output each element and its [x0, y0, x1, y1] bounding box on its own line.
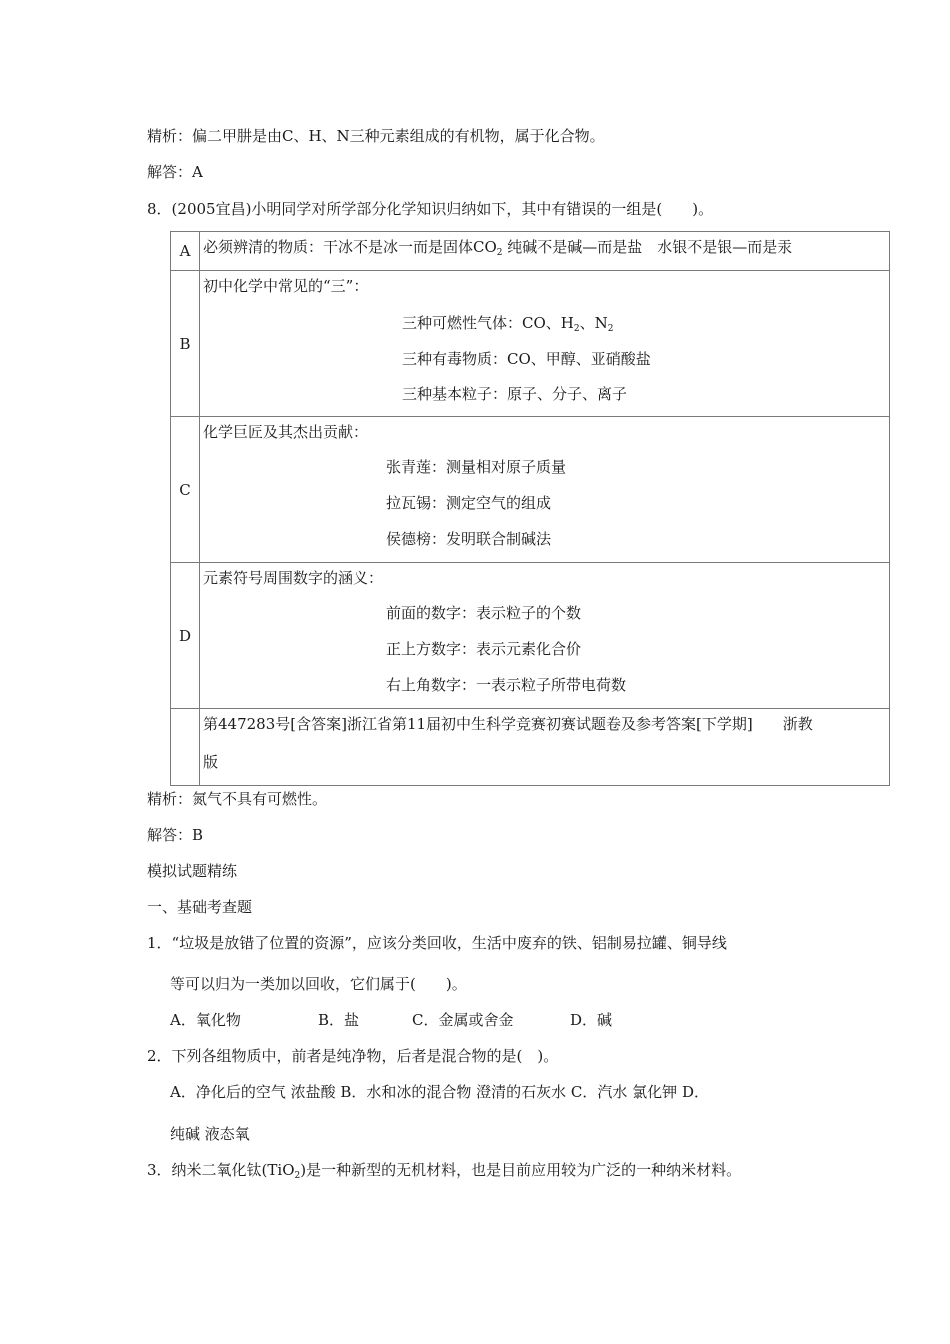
summary-table	[170, 231, 890, 786]
row-d-line-1: 前面的数字：表示粒子的个数	[386, 604, 582, 622]
section-title: 模拟试题精练	[147, 862, 238, 880]
question-1-option-c: C．金属或舍金	[412, 1011, 514, 1029]
table-row-a	[171, 232, 889, 270]
row-d-line-2: 正上方数字：表示元素化合价	[386, 640, 582, 658]
row-c-line-3: 侯德榜：发明联合制碱法	[386, 530, 552, 548]
question-1-stem-line-1: 1．“垃圾是放错了位置的资源”，应该分类回收，生活中废弃的铁、铝制易拉罐、铜导线	[147, 934, 727, 952]
question-1-option-b: B．盐	[318, 1011, 360, 1029]
row-letter: C	[171, 417, 200, 562]
answer-q8: 解答：B	[147, 826, 204, 844]
row-e-line-2: 版	[203, 753, 219, 771]
row-b-line-1: 三种可燃性气体：CO、$H_2$、$N_2$	[402, 314, 614, 334]
analysis-q8: 精析：氮气不具有可燃性。	[147, 790, 328, 808]
row-a-text: 必须辨清的物质：干冰不是冰一而是固体$CO_2$ 纯碱不是碱—而是盐 水银不是银—而是汞	[203, 238, 793, 258]
row-b-line-2: 三种有毒物质：CO、甲醇、亚硝酸盐	[402, 350, 651, 368]
row-d-line-3: 右上角数字：一表示粒子所带电荷数	[386, 676, 627, 694]
row-c-line-1: 张青莲：测量相对原子质量	[386, 458, 567, 476]
row-c-line-2: 拉瓦锡：测定空气的组成	[386, 494, 552, 512]
question-3-stem: 3．纳米二氧化钛(TiO$_2$)是一种新型的无机材料，也是目前应用较为广泛的一种纳米材料。	[147, 1161, 742, 1181]
row-b-header: 初中化学中常见的“三”：	[203, 277, 369, 295]
question-8-stem: 8．(2005宜昌)小明同学对所学部分化学知识归纳如下，其中有错误的一组是( )。	[147, 200, 714, 218]
row-b-line-3: 三种基本粒子：原子、分子、离子	[402, 385, 628, 403]
row-c-header: 化学巨匠及其杰出贡献：	[203, 423, 369, 441]
question-2-stem: 2．下列各组物质中，前者是纯净物，后者是混合物的是( )。	[147, 1047, 559, 1065]
table-row-e	[171, 708, 889, 785]
table-row-d	[171, 562, 889, 708]
subsection-title: 一、基础考查题	[147, 898, 253, 916]
row-letter: D	[171, 563, 200, 708]
question-1-option-a: A．氧化物	[170, 1011, 241, 1029]
row-letter: A	[171, 232, 200, 270]
answer-q7: 解答：A	[147, 163, 203, 181]
table-row-c	[171, 416, 889, 562]
table-row-b	[171, 270, 889, 416]
question-1-stem-line-2: 等可以归为一类加以回收，它们属于( )。	[170, 975, 467, 993]
row-e-line-1: 第447283号[含答案]浙江省第11届初中生科学竞赛初赛试题卷及参考答案[下学期] 浙教	[203, 715, 813, 733]
row-letter: B	[171, 271, 200, 416]
question-1-option-d: D．碱	[570, 1011, 613, 1029]
question-2-options-line-1: A．净化后的空气 浓盐酸 B．水和冰的混合物 澄清的石灰水 C．汽水 氯化钾 D．	[170, 1083, 709, 1101]
analysis-q7: 精析：偏二甲肼是由C、H、N三种元素组成的有机物，属于化合物。	[147, 127, 605, 145]
row-d-header: 元素符号周围数字的涵义：	[203, 569, 384, 587]
question-2-options-line-2: 纯碱 液态氧	[170, 1125, 250, 1143]
